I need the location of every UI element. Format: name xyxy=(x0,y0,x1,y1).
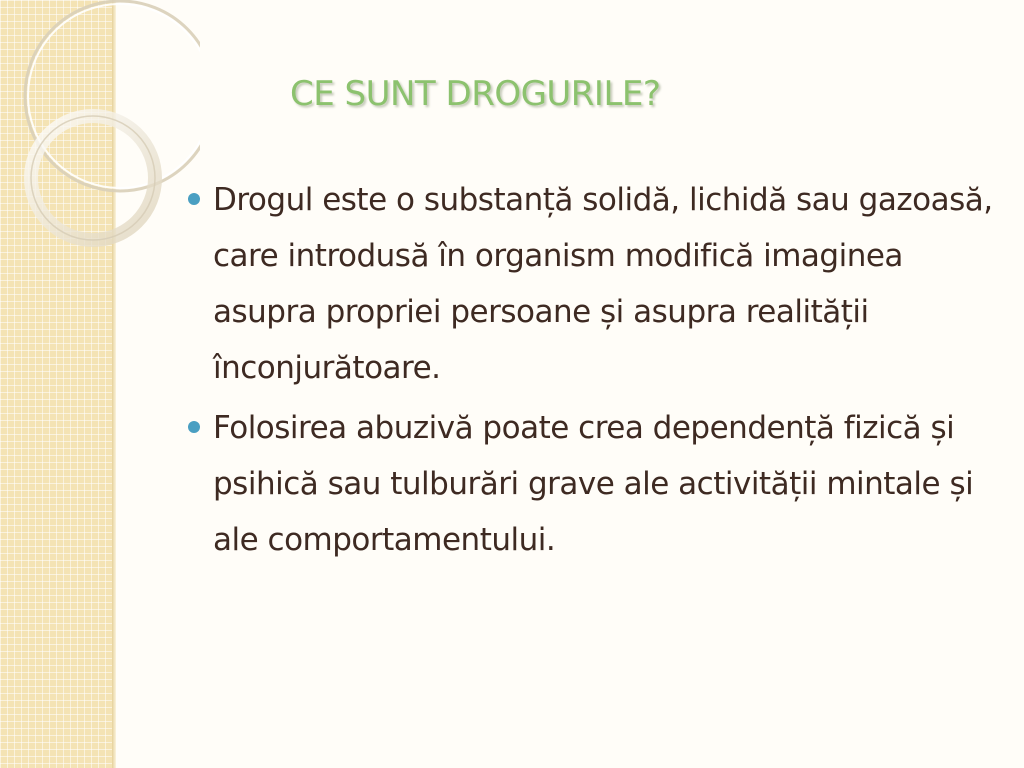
bullet-item xyxy=(180,400,995,568)
slide-title: CE SUNT DROGURILE? xyxy=(290,74,661,114)
bullet-text: Folosirea abuzivă poate crea dependență fizică și psihică sau tulburări grave ale activității mintale și ale comportamentului. xyxy=(213,410,974,558)
bullet-dot-icon xyxy=(188,421,200,433)
bullet-dot-icon xyxy=(188,193,200,205)
decorative-rings-icon xyxy=(0,0,200,260)
bullet-item xyxy=(180,172,995,396)
bullet-list xyxy=(180,172,995,572)
bullet-text: Drogul este o substanță solidă, lichidă sau gazoasă, care introdusă în organism modifică imaginea asupra propriei persoane și asupra realității înconjurătoare. xyxy=(213,182,993,386)
